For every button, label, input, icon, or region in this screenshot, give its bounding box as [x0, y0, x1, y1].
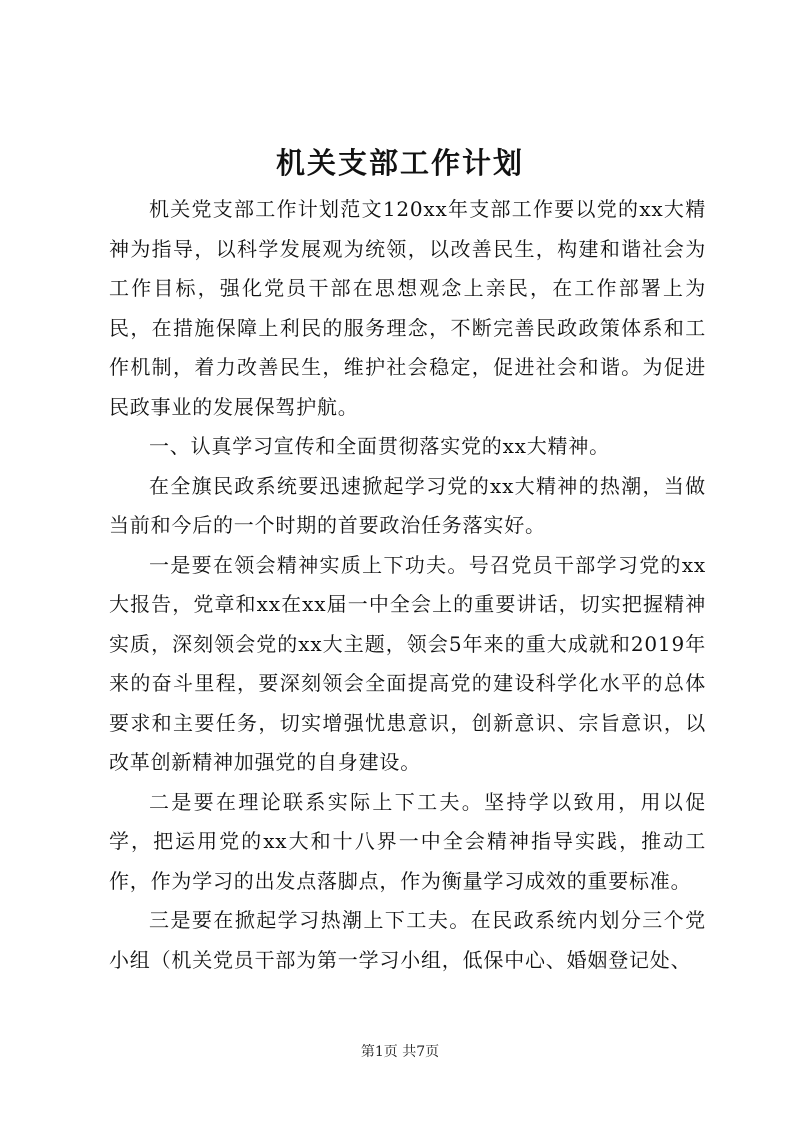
document-title: 机关支部工作计划 [275, 146, 524, 180]
paragraph-point-one: 一是要在领会精神实质上下功夫。号召党员干部学习党的xx大报告，党章和xx在xx届一中全会上的重要讲话，切实把握精神实质，深刻领会党的xx大主题，领会5年来的重大成就和2019年来的奋斗里程，要深刻领会全面提高党的建设科学化水平的总体要求和主要任务，切实增强忧患意识，创新意识、宗旨意识，以改革创新精神加强党的自身建设。 [109, 552, 706, 774]
paragraph-study-campaign: 在全旗民政系统要迅速掀起学习党的xx大精神的热潮，当做当前和今后的一个时期的首要政治任务落实好。 [109, 473, 706, 537]
document-body [109, 190, 706, 980]
page-number-footer: 第1页 共7页 [360, 1044, 440, 1060]
paragraph-point-two: 二是要在理论联系实际上下工夫。坚持学以致用，用以促学，把运用党的xx大和十八界一中全会精神指导实践，推动工作，作为学习的出发点落脚点，作为衡量学习成效的重要标准。 [109, 789, 706, 893]
paragraph-section-heading: 一、认真学习宣传和全面贯彻落实党的xx大精神。 [149, 434, 610, 458]
paragraph-intro: 机关党支部工作计划范文120xx年支部工作要以党的xx大精神为指导，以科学发展观为统领，以改善民生，构建和谐社会为工作目标，强化党员干部在思想观念上亲民，在工作部署上为民，在措施保障上利民的服务理念，不断完善民政政策体系和工作机制，着力改善民生，维护社会稳定，促进社会和谐。为促进民政事业的发展保驾护航。 [109, 197, 706, 419]
paragraph-point-three: 三是要在掀起学习热潮上下工夫。在民政系统内划分三个党小组（机关党员干部为第一学习小组，低保中心、婚姻登记处、 [109, 908, 706, 972]
